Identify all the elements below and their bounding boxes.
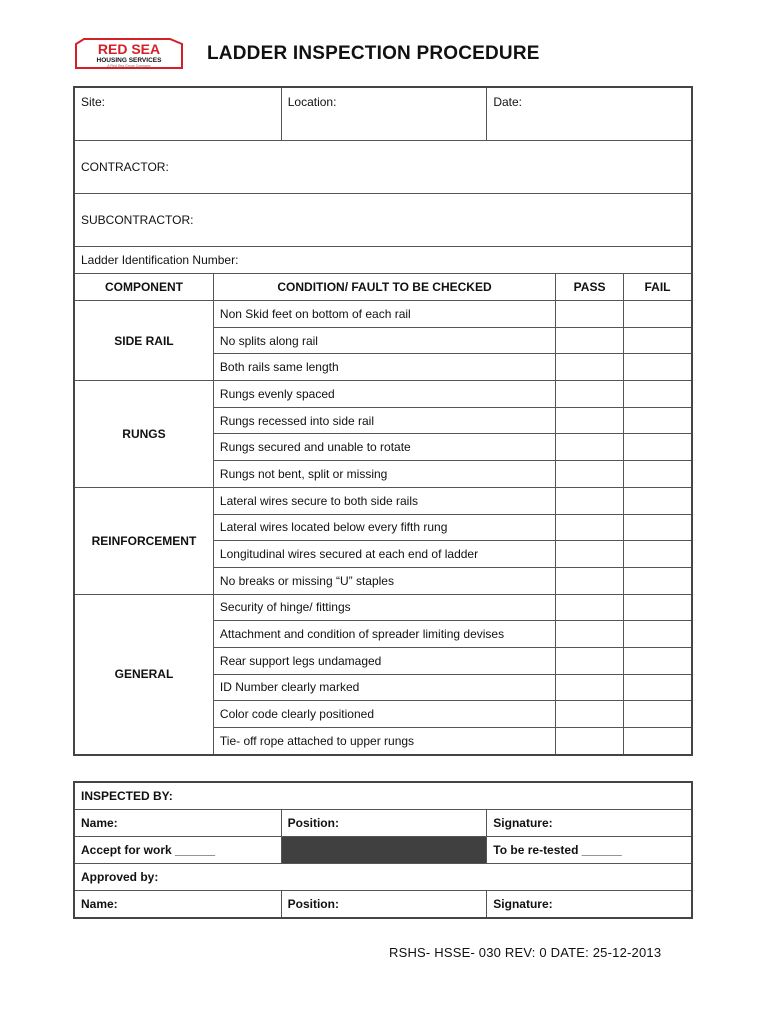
- inspector-signature-field[interactable]: Signature:: [487, 810, 692, 837]
- accept-for-work-field[interactable]: Accept for work ______: [75, 837, 282, 864]
- fail-checkbox-cell[interactable]: [624, 461, 692, 488]
- fail-checkbox-cell[interactable]: [624, 621, 692, 648]
- checklist-row: [75, 381, 692, 408]
- fail-checkbox-cell[interactable]: [624, 301, 692, 328]
- condition-item: Security of hinge/ fittings: [213, 594, 555, 621]
- condition-item: Both rails same length: [213, 354, 555, 381]
- fail-checkbox-cell[interactable]: [624, 647, 692, 674]
- condition-header: CONDITION/ FAULT TO BE CHECKED: [213, 274, 555, 301]
- pass-checkbox-cell[interactable]: [556, 728, 624, 755]
- approver-position-field[interactable]: Position:: [281, 891, 487, 918]
- red-sea-logo: [74, 38, 184, 70]
- pass-header: PASS: [556, 274, 624, 301]
- fail-checkbox-cell[interactable]: [624, 567, 692, 594]
- pass-checkbox-cell[interactable]: [556, 621, 624, 648]
- date-field[interactable]: Date:: [487, 88, 692, 141]
- condition-item: Color code clearly positioned: [213, 701, 555, 728]
- component-header: COMPONENT: [75, 274, 214, 301]
- component-label: RUNGS: [75, 381, 214, 488]
- pass-checkbox-cell[interactable]: [556, 701, 624, 728]
- fail-header: FAIL: [624, 274, 692, 301]
- checklist-row: [75, 487, 692, 514]
- condition-item: Non Skid feet on bottom of each rail: [213, 301, 555, 328]
- fail-checkbox-cell[interactable]: [624, 514, 692, 541]
- component-label: REINFORCEMENT: [75, 487, 214, 594]
- pass-checkbox-cell[interactable]: [556, 541, 624, 568]
- component-label: GENERAL: [75, 594, 214, 754]
- condition-item: ID Number clearly marked: [213, 674, 555, 701]
- logo-tagline: A Red Sea Group Company: [107, 64, 151, 68]
- fail-checkbox-cell[interactable]: [624, 487, 692, 514]
- inspection-signoff-table: [74, 782, 692, 918]
- pass-checkbox-cell[interactable]: [556, 514, 624, 541]
- retest-field[interactable]: To be re-tested ______: [487, 837, 692, 864]
- condition-item: Lateral wires located below every fifth rung: [213, 514, 555, 541]
- condition-item: Rear support legs undamaged: [213, 647, 555, 674]
- ladder-id-field[interactable]: Ladder Identification Number:: [75, 247, 692, 274]
- condition-item: Rungs not bent, split or missing: [213, 461, 555, 488]
- condition-item: Rungs recessed into side rail: [213, 407, 555, 434]
- pass-checkbox-cell[interactable]: [556, 647, 624, 674]
- inspector-position-field[interactable]: Position:: [281, 810, 487, 837]
- checklist-row: [75, 594, 692, 621]
- fail-checkbox-cell[interactable]: [624, 354, 692, 381]
- condition-item: Tie- off rope attached to upper rungs: [213, 728, 555, 755]
- pass-checkbox-cell[interactable]: [556, 594, 624, 621]
- inspection-checklist-table: [74, 87, 692, 755]
- condition-item: Rungs evenly spaced: [213, 381, 555, 408]
- pass-checkbox-cell[interactable]: [556, 381, 624, 408]
- pass-checkbox-cell[interactable]: [556, 301, 624, 328]
- pass-checkbox-cell[interactable]: [556, 354, 624, 381]
- subcontractor-field[interactable]: SUBCONTRACTOR:: [75, 194, 692, 247]
- checklist-row: [75, 301, 692, 328]
- pass-checkbox-cell[interactable]: [556, 434, 624, 461]
- site-field[interactable]: Site:: [75, 88, 282, 141]
- fail-checkbox-cell[interactable]: [624, 701, 692, 728]
- pass-checkbox-cell[interactable]: [556, 567, 624, 594]
- pass-checkbox-cell[interactable]: [556, 407, 624, 434]
- document-reference: RSHS- HSSE- 030 REV: 0 DATE: 25-12-2013: [389, 945, 662, 960]
- condition-item: Attachment and condition of spreader limiting devises: [213, 621, 555, 648]
- fail-checkbox-cell[interactable]: [624, 541, 692, 568]
- condition-item: No breaks or missing “U” staples: [213, 567, 555, 594]
- fail-checkbox-cell[interactable]: [624, 407, 692, 434]
- shaded-cell: [281, 837, 487, 864]
- component-label: SIDE RAIL: [75, 301, 214, 381]
- page-title: LADDER INSPECTION PROCEDURE: [207, 43, 540, 64]
- condition-item: Rungs secured and unable to rotate: [213, 434, 555, 461]
- contractor-field[interactable]: CONTRACTOR:: [75, 141, 692, 194]
- logo-subtitle: HOUSING SERVICES: [96, 57, 162, 64]
- fail-checkbox-cell[interactable]: [624, 674, 692, 701]
- fail-checkbox-cell[interactable]: [624, 594, 692, 621]
- inspected-by-label: INSPECTED BY:: [75, 783, 692, 810]
- pass-checkbox-cell[interactable]: [556, 327, 624, 354]
- location-field[interactable]: Location:: [281, 88, 487, 141]
- approver-signature-field[interactable]: Signature:: [487, 891, 692, 918]
- pass-checkbox-cell[interactable]: [556, 674, 624, 701]
- logo-brand: RED SEA: [97, 41, 161, 57]
- pass-checkbox-cell[interactable]: [556, 487, 624, 514]
- fail-checkbox-cell[interactable]: [624, 381, 692, 408]
- fail-checkbox-cell[interactable]: [624, 434, 692, 461]
- condition-item: No splits along rail: [213, 327, 555, 354]
- condition-item: Lateral wires secure to both side rails: [213, 487, 555, 514]
- pass-checkbox-cell[interactable]: [556, 461, 624, 488]
- condition-item: Longitudinal wires secured at each end of ladder: [213, 541, 555, 568]
- inspector-name-field[interactable]: Name:: [75, 810, 282, 837]
- fail-checkbox-cell[interactable]: [624, 327, 692, 354]
- fail-checkbox-cell[interactable]: [624, 728, 692, 755]
- approved-by-label: Approved by:: [75, 864, 692, 891]
- approver-name-field[interactable]: Name:: [75, 891, 282, 918]
